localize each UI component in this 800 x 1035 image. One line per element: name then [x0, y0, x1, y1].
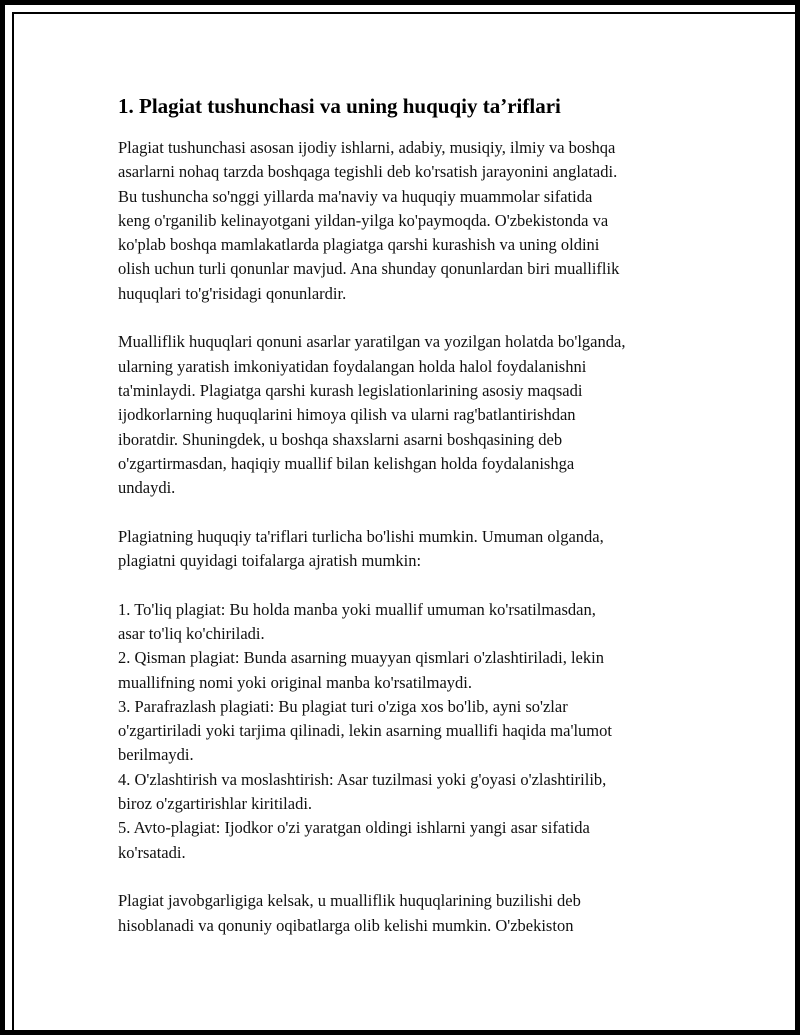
text-line: iboratdir. Shuningdek, u boshqa shaxslarni asarni boshqasining deb [118, 429, 563, 449]
list-item-line: asar to'liq ko'chiriladi. [118, 623, 265, 643]
list-item-line: muallifning nomi yoki original manba ko'rsatilmaydi. [118, 672, 473, 692]
text-line: hisoblanadi va qonuniy oqibatlarga olib kelishi mumkin. O'zbekiston [118, 915, 574, 935]
list-item-line: 3. Parafrazlash plagiati: Bu plagiat turi o'ziga xos bo'lib, ayni so'zlar [118, 696, 568, 716]
paragraph-gap [118, 500, 698, 524]
text-line: Plagiat javobgarligiga kelsak, u mualliflik huquqlarining buzilishi deb [118, 891, 581, 911]
section-heading: 1. Plagiat tushunchasi va uning huquqiy ta’riflari [118, 94, 561, 118]
paragraph-gap [118, 865, 698, 889]
text-line: Plagiatning huquqiy ta'riflari turlicha bo'lishi mumkin. Umuman olganda, [118, 526, 604, 546]
text-line: olish uchun turli qonunlar mavjud. Ana shunday qonunlardan biri mualliflik [118, 259, 620, 279]
list-item-line: biroz o'zgartirishlar kiritiladi. [118, 794, 313, 814]
paragraph-liability [118, 889, 698, 938]
paragraph-gap [118, 573, 698, 597]
text-line: Plagiat tushunchasi asosan ijodiy ishlarni, adabiy, musiqiy, ilmiy va boshqa [118, 138, 616, 157]
paragraph-legal-definitions [118, 525, 698, 574]
text-line: ijodkorlarning huquqlarini himoya qilish va ularni rag'batlantirishdan [118, 405, 576, 425]
text-line: asarlarni nohaq tarzda boshqaga tegishli deb ko'rsatish jarayonini anglatadi. [118, 162, 618, 182]
paragraph-copyright-law [118, 330, 698, 500]
text-line: ularning yaratish imkoniyatidan foydalangan holda halol foydalanishni [118, 356, 587, 376]
text-line: ta'minlaydi. Plagiatga qarshi kurash legislationlarining asosiy maqsadi [118, 380, 583, 400]
text-line: huquqlari to'g'risidagi qonunlardir. [118, 283, 347, 303]
text-line: keng o'rganilib kelinayotgani yildan-yilga ko'paymoqda. O'zbekistonda va [118, 210, 609, 230]
plagiarism-categories-list [118, 598, 698, 865]
text-line: o'zgartirmasdan, haqiqiy muallif bilan kelishgan holda foydalanishga [118, 453, 575, 473]
list-item-line: o'zgartiriladi yoki tarjima qilinadi, lekin asarning muallifi haqida ma'lumot [118, 721, 612, 741]
text-line: undaydi. [118, 478, 176, 498]
list-item-line: 5. Avto-plagiat: Ijodkor o'zi yaratgan oldingi ishlarni yangi asar sifatida [118, 818, 590, 838]
text-line: plagiatni quyidagi toifalarga ajratish mumkin: [118, 551, 422, 571]
text-line: ko'plab boshqa mamlakatlarda plagiatga qarshi kurashish va uning oldini [118, 235, 600, 255]
document-body [118, 92, 698, 938]
paragraph-definition [118, 136, 698, 306]
list-item-line: ko'rsatadi. [118, 842, 186, 862]
paragraph-gap [118, 306, 698, 330]
list-item-line: 4. O'zlashtirish va moslashtirish: Asar tuzilmasi yoki g'oyasi o'zlashtirilib, [118, 769, 607, 789]
text-line: Mualliflik huquqlari qonuni asarlar yaratilgan va yozilgan holatda bo'lganda, [118, 332, 626, 352]
text-line: Bu tushuncha so'nggi yillarda ma'naviy va huquqiy muammolar sifatida [118, 186, 593, 206]
list-item-line: berilmaydi. [118, 745, 194, 765]
list-item-line: 2. Qisman plagiat: Bunda asarning muayyan qismlari o'zlashtiriladi, lekin [118, 648, 604, 668]
list-item-line: 1. To'liq plagiat: Bu holda manba yoki muallif umuman ko'rsatilmasdan, [118, 599, 596, 619]
